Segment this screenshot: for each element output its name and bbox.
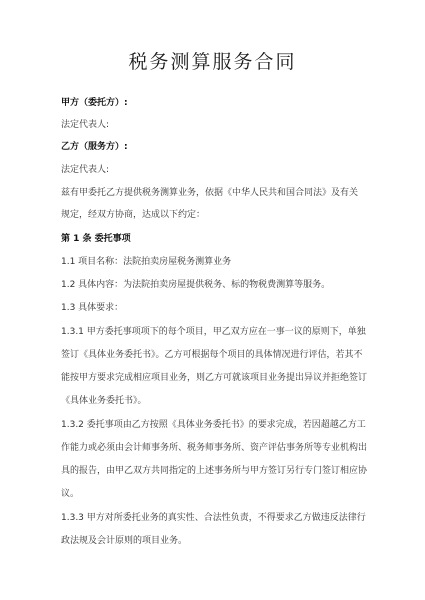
preamble-line-2: 规定，经双方协商，达成以下约定： — [61, 210, 206, 220]
party-b-rep-label: 法定代表人: — [61, 165, 110, 175]
party-a-label: 甲方（委托方）: — [61, 98, 128, 108]
clause-1-3: 1.3 具体要求： — [61, 303, 124, 313]
party-a-rep-label: 法定代表人: — [61, 120, 110, 130]
clause-1-3-2-line-1: 1.3.2 委托事项由乙方按照《具体业务委托书》的要求完成，若因超越乙方工 — [61, 420, 366, 430]
clause-1-3-1-line-3: 能按甲方要求完成相应项目业务，则乙方可就该项目业务提出异议并拒绝签订 — [61, 373, 368, 383]
clause-1-3-1-line-1: 1.3.1 甲方委托事项项下的每个项目，甲乙双方应在一事一议的原则下，单独 — [61, 327, 366, 337]
clause-1-3-2-line-4: 议。 — [61, 489, 80, 499]
document-title: 税务测算服务合同 — [128, 51, 297, 73]
clause-1-3-1-line-2: 签订《具体业务委托书》。乙方可根据每个项目的具体情况进行评估，若其不 — [61, 350, 363, 360]
clause-1-3-3-line-2: 政法规及会计原则的项目业务。 — [61, 536, 188, 546]
party-b-label: 乙方（服务方）: — [61, 142, 128, 152]
clause-1-3-2-line-2: 作能力或必须由会计师事务所、税务师事务所、资产评估事务所等专业机构出 — [61, 443, 368, 453]
clause-1-2: 1.2 具体内容：为法院拍卖房屋提供税务、标的物税费测算等服务。 — [61, 280, 331, 290]
clause-1-3-3-line-1: 1.3.3 甲方对所委托业务的真实性、合法性负责，不得要求乙方做违反法律行 — [61, 513, 366, 523]
article-1-heading: 第 1 条 委托事项 — [61, 234, 131, 244]
clause-1-3-1-line-4: 《具体业务委托书》。 — [61, 396, 147, 406]
clause-1-3-2-line-3: 具的报告，由甲乙双方共同指定的上述事务所与甲方签订另行专门签订相应协 — [61, 466, 368, 476]
preamble-line-1: 兹有甲委托乙方提供税务测算业务，依据《中华人民共和国合同法》及有关 — [61, 188, 359, 198]
clause-1-1: 1.1 项目名称：法院拍卖房屋税务测算业务 — [61, 257, 232, 267]
